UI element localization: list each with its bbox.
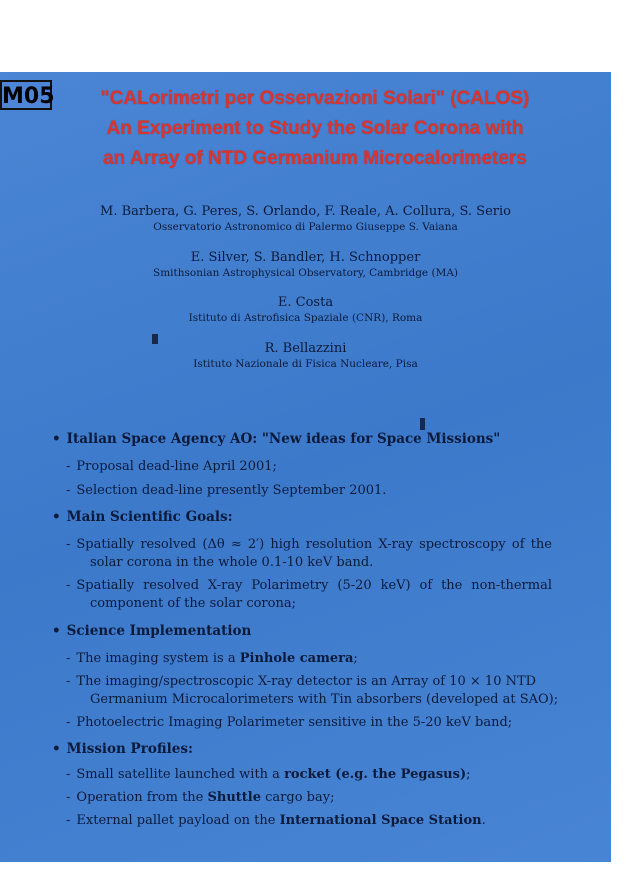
list-item: - Spatially resolved X-ray Polarimetry (5-20 keV) of the non-thermal bbox=[66, 578, 552, 593]
scan-speck bbox=[420, 418, 425, 430]
section-heading-implementation: • Science Implementation bbox=[52, 623, 251, 639]
author-names: E. Costa bbox=[277, 295, 334, 310]
author-names: R. Bellazzini bbox=[264, 341, 347, 356]
list-item: - Photoelectric Imaging Polarimeter sensitive in the 5-20 keV band; bbox=[66, 715, 513, 730]
author-affiliation: Istituto di Astrofisica Spaziale (CNR), Roma bbox=[188, 312, 423, 324]
section-heading-goals: • Main Scientific Goals: bbox=[52, 509, 233, 525]
author-affiliation: Smithsonian Astrophysical Observatory, Cambridge (MA) bbox=[153, 267, 458, 279]
section-heading-asi: • Italian Space Agency AO: "New ideas for Space Missions" bbox=[52, 431, 500, 447]
list-item: - Operation from the Shuttle cargo bay; bbox=[66, 790, 335, 805]
section-heading-profiles: • Mission Profiles: bbox=[52, 741, 193, 757]
poster-id-badge: M05 bbox=[0, 80, 52, 110]
title-line-3: an Array of NTD Germanium Microcalorimeters bbox=[103, 148, 527, 169]
list-item: - Proposal dead-line April 2001; bbox=[66, 459, 277, 474]
author-names: E. Silver, S. Bandler, H. Schnopper bbox=[190, 250, 421, 265]
title-line-1: "CALorimetri per Osservazioni Solari" (CALOS) bbox=[100, 88, 530, 109]
title-line-2: An Experiment to Study the Solar Corona with bbox=[106, 118, 524, 139]
list-item-continuation: solar corona in the whole 0.1-10 keV band. bbox=[90, 555, 374, 570]
list-item: - The imaging/spectroscopic X-ray detector is an Array of 10 × 10 NTD bbox=[66, 674, 537, 689]
list-item: - External pallet payload on the International Space Station. bbox=[66, 813, 486, 828]
author-affiliation: Istituto Nazionale di Fisica Nucleare, Pisa bbox=[193, 358, 418, 370]
list-item: - Selection dead-line presently September 2001. bbox=[66, 483, 387, 498]
author-affiliation: Osservatorio Astronomico di Palermo Giuseppe S. Vaiana bbox=[153, 221, 458, 233]
list-item: - The imaging system is a Pinhole camera; bbox=[66, 651, 358, 666]
list-item: - Spatially resolved (Δθ ≈ 2′) high resolution X-ray spectroscopy of the bbox=[66, 537, 552, 552]
list-item: - Small satellite launched with a rocket (e.g. the Pegasus); bbox=[66, 767, 471, 782]
list-item-continuation: component of the solar corona; bbox=[90, 596, 296, 611]
list-item-continuation: Germanium Microcalorimeters with Tin absorbers (developed at SAO); bbox=[90, 692, 559, 707]
author-names: M. Barbera, G. Peres, S. Orlando, F. Reale, A. Collura, S. Serio bbox=[100, 204, 511, 219]
